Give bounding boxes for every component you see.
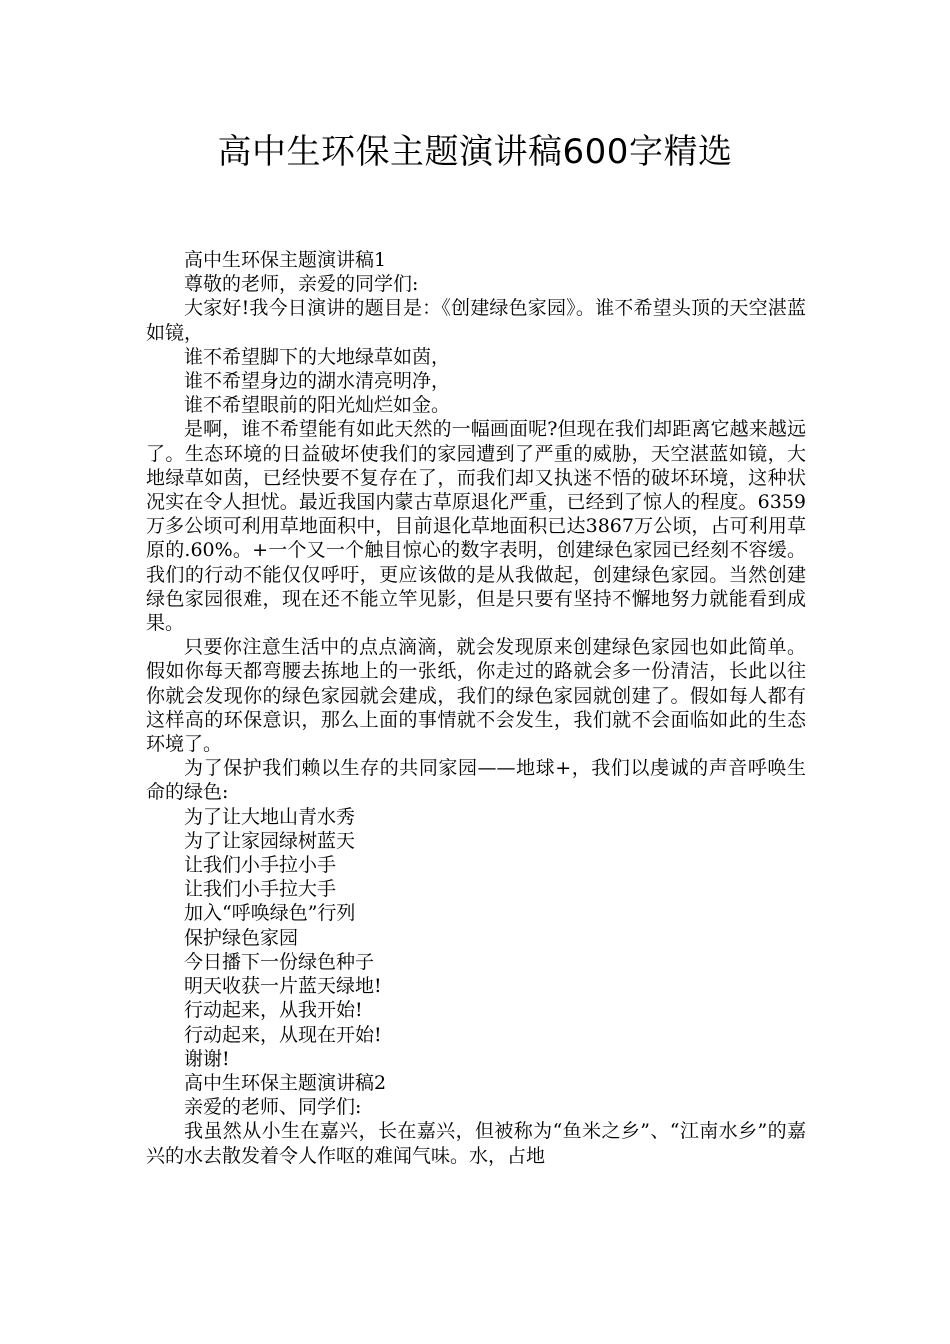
paragraph: 为了让大地山青水秀: [184, 805, 356, 828]
paragraph: 让我们小手拉大手: [184, 878, 337, 901]
paragraph: 高中生环保主题演讲稿1: [184, 249, 387, 271]
paragraph: 是啊，谁不希望能有如此天然的一幅画面呢?但现在我们却距离它越来越远了。生态环境的日益破坏使我们的家园遭到了严重的威胁，天空湛蓝如镜，大地绿草如茵，已经快要不复存在了，而我们却又执迷不悟的破坏环境，这种状况实在令人担忧。最近我国内蒙古草原退化严重，已经到了惊人的程度。6359万多公顷可利用草地面积中，目前退化草地面积已达3867万公顷，占可利用草原的.60%。+一个又一个触目惊心的数字表明，创建绿色家园已经刻不容缓。我们的行动不能仅仅呼吁，更应该做的是从我做起，创建绿色家园。当然创建绿色家园很难，现在还不能立竿见影，但是只要有坚持不懈地努力就能看到成果。: [146, 418, 806, 635]
paragraph: 保护绿色家园: [184, 926, 299, 949]
paragraph: 行动起来，从现在开始!: [184, 1023, 382, 1046]
paragraph: 高中生环保主题演讲稿2: [184, 1071, 387, 1094]
paragraph: 只要你注意生活中的点点滴滴，就会发现原来创建绿色家园也如此简单。假如你每天都弯腰去拣地上的一张纸，你走过的路就会多一份清洁，长此以往你就会发现你的绿色家园就会建成，我们的绿色家园就创建了。假如每人都有这样高的环保意识，那么上面的事情就不会发生，我们就不会面临如此的生态环境了。: [146, 636, 806, 756]
paragraph: 今日播下一份绿色种子: [184, 950, 375, 973]
document-body: [146, 248, 806, 1168]
document-title: 高中生环保主题演讲稿600字精选: [217, 132, 733, 172]
paragraph: 谁不希望眼前的阳光灿烂如金。: [184, 394, 451, 417]
paragraph: 谁不希望脚下的大地绿草如茵，: [184, 345, 451, 368]
paragraph: 为了保护我们赖以生存的共同家园——地球+，我们以虔诚的声音呼唤生命的绿色:: [146, 757, 806, 804]
paragraph: 为了让家园绿树蓝天: [184, 829, 356, 852]
paragraph: 我虽然从小生在嘉兴，长在嘉兴，但被称为“鱼米之乡”、“江南水乡”的嘉兴的水去散发着令人作呕的难闻气味。水，占地: [146, 1120, 806, 1167]
paragraph: 尊敬的老师，亲爱的同学们:: [184, 273, 419, 296]
paragraph: 谢谢!: [184, 1047, 230, 1070]
paragraph: 让我们小手拉小手: [184, 854, 337, 877]
paragraph: 大家好!我今日演讲的题目是：《创建绿色家园》。谁不希望头顶的天空湛蓝如镜，: [146, 297, 806, 344]
paragraph: 亲爱的老师、同学们:: [184, 1096, 362, 1119]
paragraph: 行动起来，从我开始!: [184, 999, 363, 1022]
paragraph: 明天收获一片蓝天绿地!: [184, 975, 382, 998]
paragraph: 加入“呼唤绿色”行列: [184, 902, 356, 925]
paragraph: 谁不希望身边的湖水清亮明净，: [184, 370, 451, 393]
